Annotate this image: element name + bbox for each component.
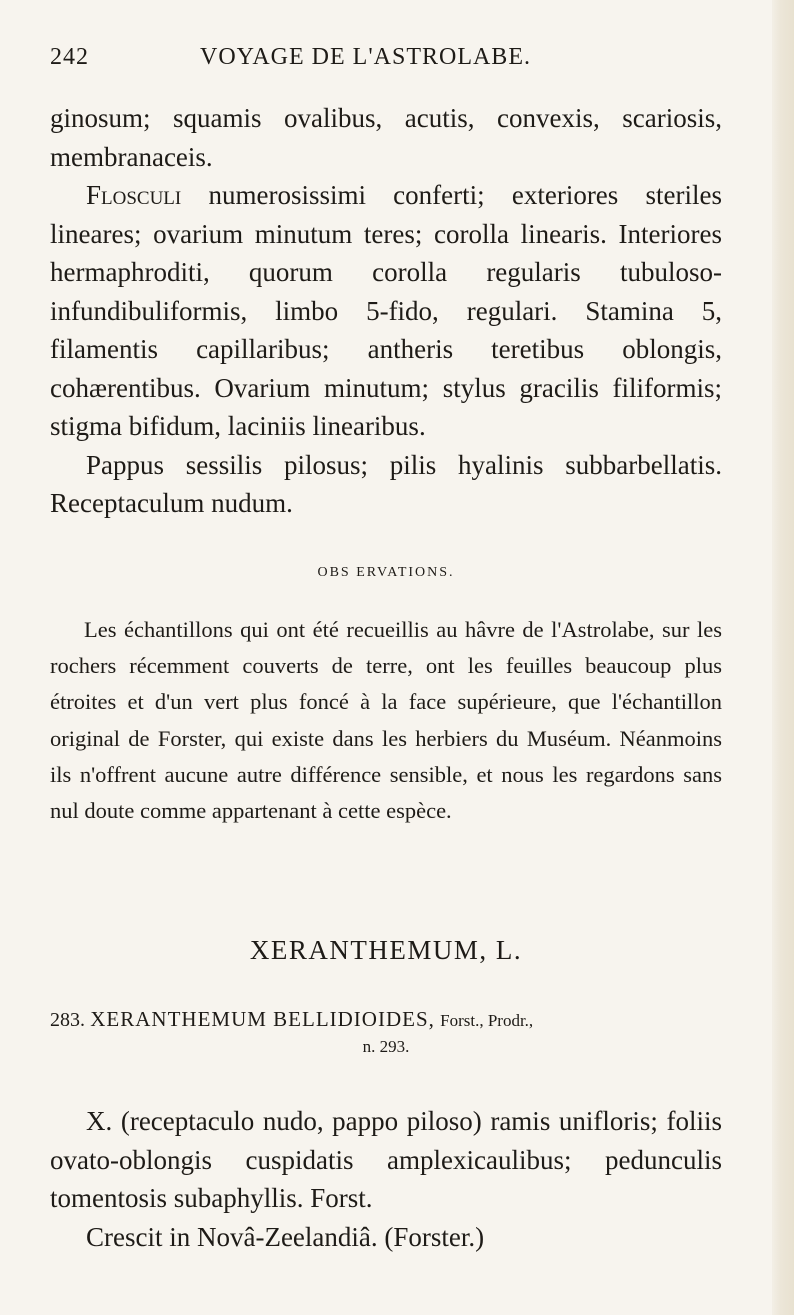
running-header [50,44,722,80]
species-reference-number: n. 293. [362,1037,410,1056]
running-title: VOYAGE DE L'ASTROLABE. [200,44,531,70]
description-paragraph-2 [50,176,722,446]
species-reference: Forst., Prodr., [440,1011,534,1030]
diagnosis-text: X. (receptaculo nudo, pappo piloso) ramis unifloris; foliis ovato-oblongis cuspidatis amplexicaulibus; pedunculis tomentosis subaphyllis. Forst. [50,1106,722,1213]
observations-paragraph: Les échantillons qui ont été recueillis au hâvre de l'Astrolabe, sur les rochers récemment couverts de terre, ont les feuilles beaucoup plus étroites et d'un vert plus foncé à la face supérieure, que l'échantillon original de Forster, qui existe dans les herbiers du Muséum. Néanmoins ils n'offrent aucune autre différence sensible, et nous les regardons sans nul doute comme appartenant à cette espèce. [50,617,722,824]
observations-block [50,612,722,829]
observations-heading: OBS ERVATIONS. [317,565,455,580]
description-paragraph-3: Pappus sessilis pilosus; pilis hyalinis subbarbellatis. Receptaculum nudum. [50,449,722,518]
diagnosis-block [50,1102,722,1256]
flosculi-lead: Flosculi [86,180,182,210]
page-edge-shadow [772,0,794,1315]
habitat-text: Crescit in Novâ-Zeelandiâ. (Forster.) [86,1221,485,1252]
description-paragraph-1: ginosum; squamis ovalibus, acutis, convexis, scariosis, membranaceis. [50,103,722,172]
species-name: XERANTHEMUM BELLIDIOIDES, [90,1007,435,1031]
description-paragraph-2-text: numerosissimi conferti; exteriores steriles lineares; ovarium minutum teres; corolla linearis. Interiores hermaphroditi, quorum corolla regularis tubuloso-infundibuliformis, limbo 5-fido, regulari. Stamina 5, filamentis capillaribus; antheris teretibus oblongis, cohærentibus. Ovarium minutum; stylus gracilis filiformis; stigma bifidum, laciniis linearibus. [50,180,722,441]
description-block [50,99,722,523]
page-number: 242 [50,44,89,70]
genus-heading: XERANTHEMUM, L. [249,935,523,965]
species-number: 283. [50,1009,85,1031]
species-entry [50,1003,722,1037]
